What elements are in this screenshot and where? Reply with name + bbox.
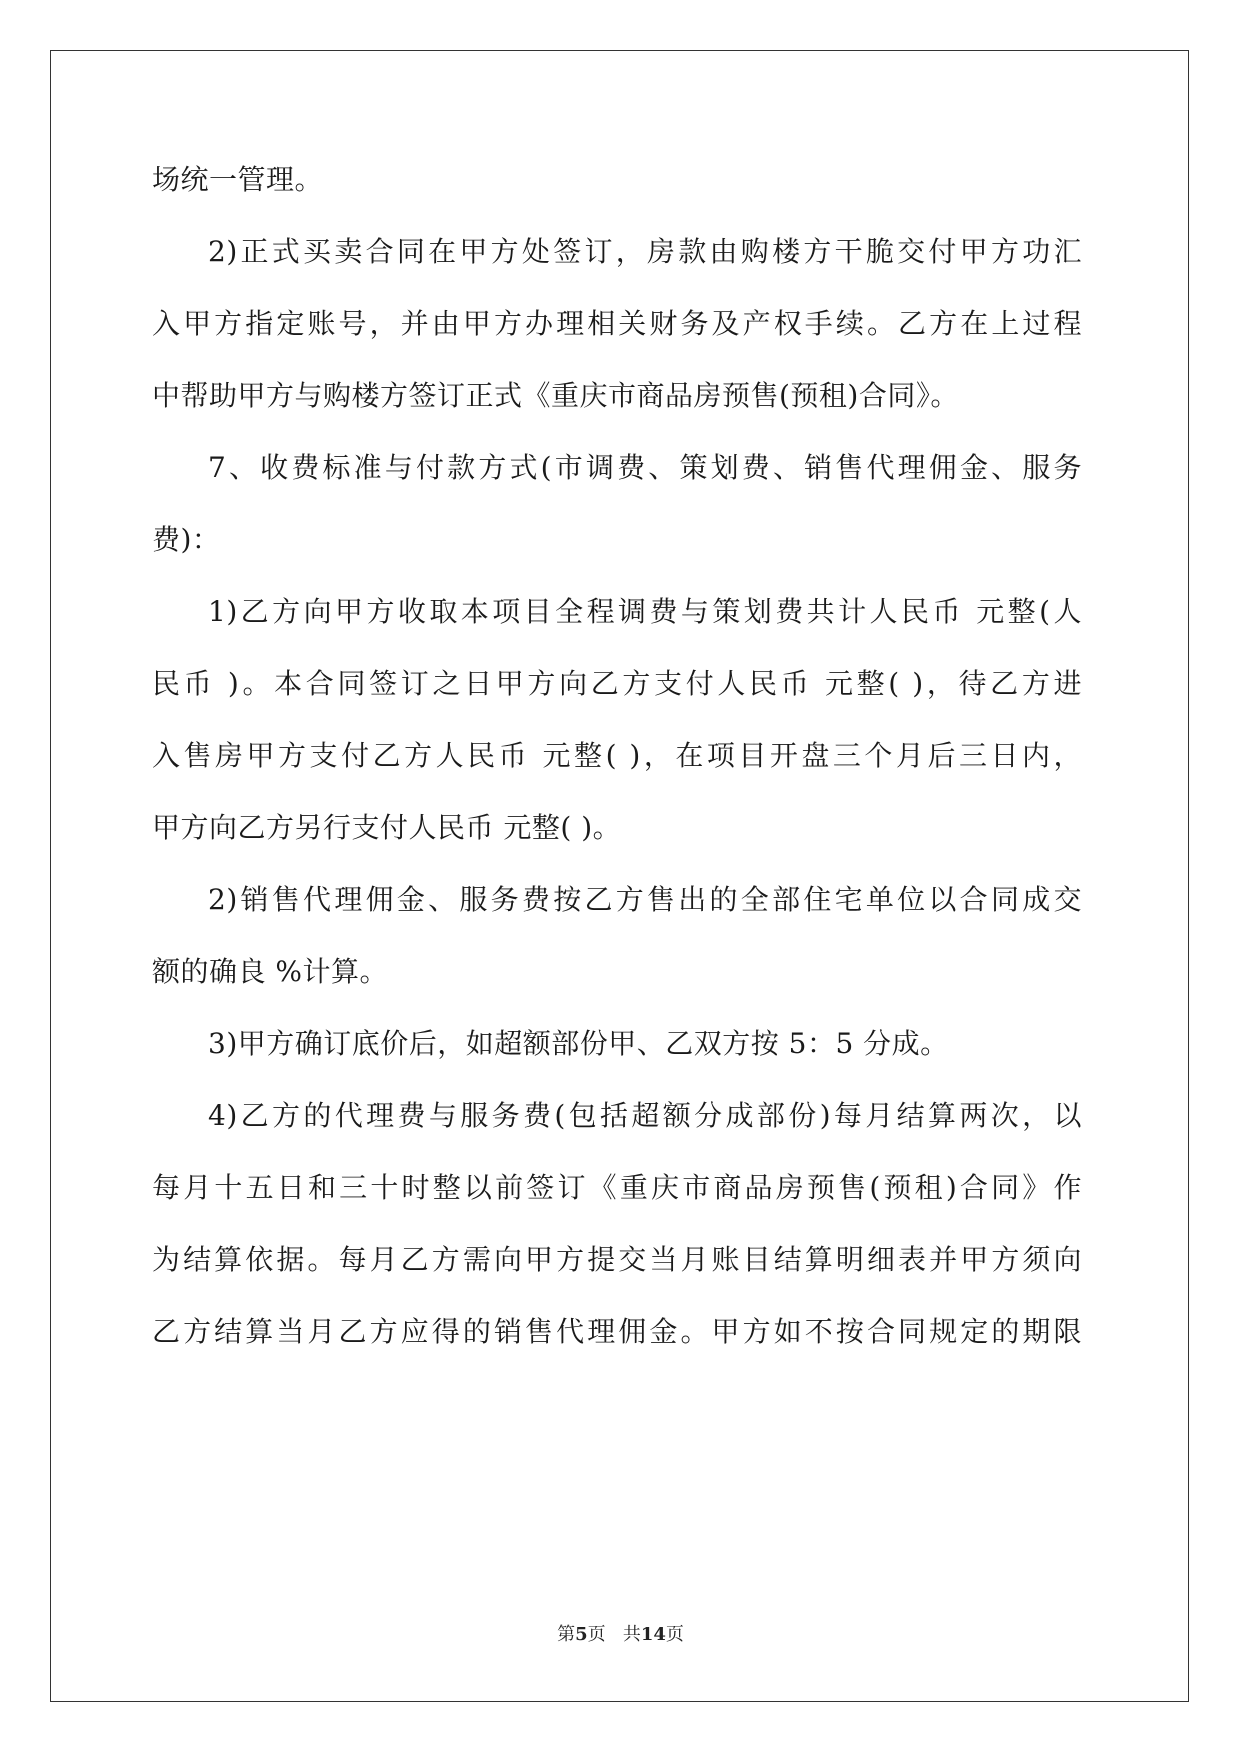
text-line: 民币 )。本合同签订之日甲方向乙方支付人民币 元整( )，待乙方进 xyxy=(152,667,1082,700)
text-line: 入售房甲方支付乙方人民币 元整( )，在项目开盘三个月后三日内， xyxy=(152,739,1082,772)
text-line: 中帮助甲方与购楼方签订正式《重庆市商品房预售(预租)合同》。 xyxy=(152,379,959,412)
text-line: 7、收费标准与付款方式(市调费、策划费、销售代理佣金、服务 xyxy=(208,451,1082,484)
total-pages-prefix: 共 xyxy=(622,1624,641,1645)
text-line: 4)乙方的代理费与服务费(包括超额分成部份)每月结算两次，以 xyxy=(208,1099,1082,1132)
text-line: 2)正式买卖合同在甲方处签订，房款由购楼方干脆交付甲方功汇 xyxy=(208,235,1082,268)
text-line: 为结算依据。每月乙方需向甲方提交当月账目结算明细表并甲方须向 xyxy=(152,1243,1082,1276)
text-line: 1)乙方向甲方收取本项目全程调费与策划费共计人民币 元整(人 xyxy=(208,595,1082,628)
text-line: 甲方向乙方另行支付人民币 元整( )。 xyxy=(152,811,622,844)
total-pages: 14 xyxy=(640,1624,666,1645)
page-number-prefix: 第 xyxy=(557,1624,576,1645)
text-line: 额的确良 %计算。 xyxy=(152,955,389,988)
page-footer xyxy=(0,1620,1241,1646)
text-line: 费)： xyxy=(152,523,221,556)
text-line: 乙方结算当月乙方应得的销售代理佣金。甲方如不按合同规定的期限 xyxy=(152,1315,1082,1348)
page-number: 5 xyxy=(575,1624,588,1645)
page-border xyxy=(50,50,1189,1702)
text-line: 入甲方指定账号，并由甲方办理相关财务及产权手续。乙方在上过程 xyxy=(152,307,1082,340)
text-line: 场统一管理。 xyxy=(152,163,324,196)
text-line: 每月十五日和三十时整以前签订《重庆市商品房预售(预租)合同》作 xyxy=(152,1171,1082,1204)
text-line: 3)甲方确订底价后，如超额部份甲、乙双方按 5：5 分成。 xyxy=(208,1027,949,1060)
text-line: 2)销售代理佣金、服务费按乙方售出的全部住宅单位以合同成交 xyxy=(208,883,1082,916)
total-pages-suffix: 页 xyxy=(665,1624,684,1645)
page-number-suffix: 页 xyxy=(587,1624,606,1645)
